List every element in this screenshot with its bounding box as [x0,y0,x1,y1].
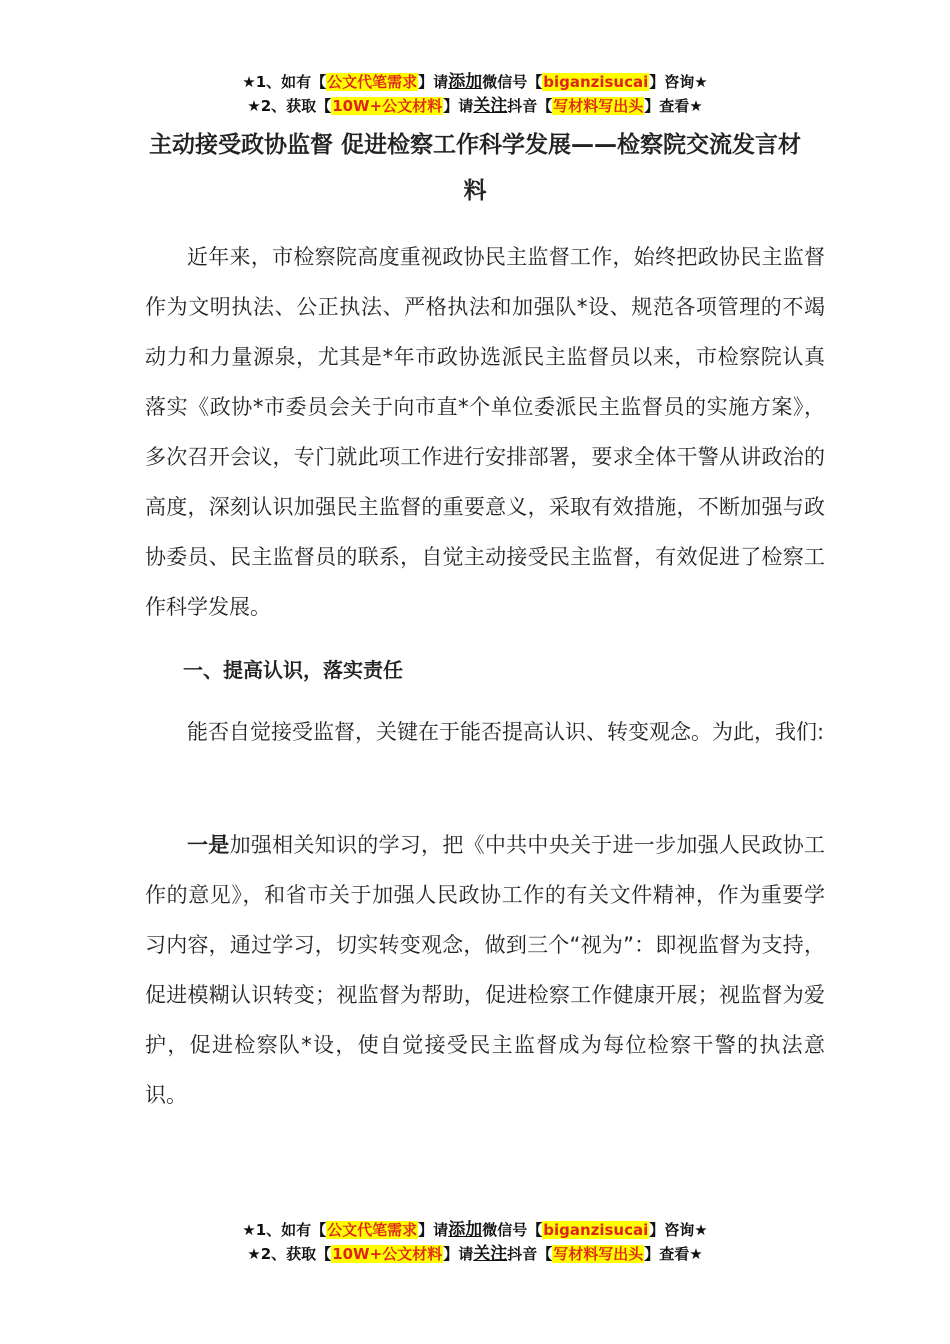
banner-text: 】查看★ [644,1245,703,1263]
banner-highlight: 公文代笔需求 [327,73,418,91]
banner-text: ★2、获取【 [247,97,332,115]
banner-highlight: biganzisucai [543,1221,649,1239]
banner-text: 】咨询★ [649,1221,708,1239]
top-banner [0,70,950,118]
banner-text: ★1、如有【 [242,73,327,91]
banner-highlight: 10W+公文材料 [332,97,443,115]
banner-highlight: 公文代笔需求 [327,1221,418,1239]
banner-text: 微信号【 [482,73,543,91]
banner-text: 】请 [443,1245,474,1263]
banner-text: ★2、获取【 [247,1245,332,1263]
banner-text: 】请 [443,97,474,115]
banner-text: 抖音【 [507,1245,553,1263]
banner-text: ★1、如有【 [242,1221,327,1239]
banner-highlight: 10W+公文材料 [332,1245,443,1263]
banner-text: 微信号【 [482,1221,543,1239]
banner-line-2 [0,1242,950,1266]
banner-text: 】请 [418,73,449,91]
banner-line-2 [0,94,950,118]
banner-highlight: 写材料写出头 [553,97,644,115]
banner-line-1 [0,1218,950,1242]
document-title: 主动接受政协监督 促进检察工作科学发展——检察院交流发言材料 [148,132,801,204]
banner-text: 】咨询★ [649,73,708,91]
banner-emphasis: 关注 [473,96,508,116]
banner-text: 抖音【 [507,97,553,115]
banner-line-1 [0,70,950,94]
banner-emphasis: 关注 [473,1244,508,1264]
banner-emphasis: 添加 [448,72,483,92]
banner-text: 】请 [418,1221,449,1239]
banner-text: 】查看★ [644,97,703,115]
banner-highlight: 写材料写出头 [553,1245,644,1263]
paragraph-awareness: 能否自觉接受监督，关键在于能否提高认识、转变观念。为此，我们: [187,720,825,744]
banner-highlight: biganzisucai [543,73,649,91]
section-heading-1: 一、提高认识，落实责任 [183,658,403,682]
paragraph-point-one [145,820,825,1120]
point-lead: 一是 [187,833,230,857]
paragraph-intro: 近年来，市检察院高度重视政协民主监督工作，始终把政协民主监督作为文明执法、公正执法、严格执法和加强队*设、规范各项管理的不竭动力和力量源泉，尤其是*年市政协选派民主监督员以来，市检察院认真落实《政协*市委员会关于向市直*个单位委派民主监督员的实施方案》，多次召开会议，专门就此项工作进行安排部署，要求全体干警从讲政治的高度，深刻认识加强民主监督的重要意义，采取有效措施，不断加强与政协委员、民主监督员的联系，自觉主动接受民主监督，有效促进了检察工作科学发展。 [145,245,825,619]
bottom-banner [0,1218,950,1266]
banner-emphasis: 添加 [448,1220,483,1240]
point-text: 加强相关知识的学习，把《中共中央关于进一步加强人民政协工作的意见》，和省市关于加强人民政协工作的有关文件精神，作为重要学习内容，通过学习，切实转变观念，做到三个“视为”：即视监督为支持，促进模糊认识转变；视监督为帮助，促进检察工作健康开展；视监督为爱护，促进检察队*设，使自觉接受民主监督成为每位检察干警的执法意识。 [145,833,826,1107]
